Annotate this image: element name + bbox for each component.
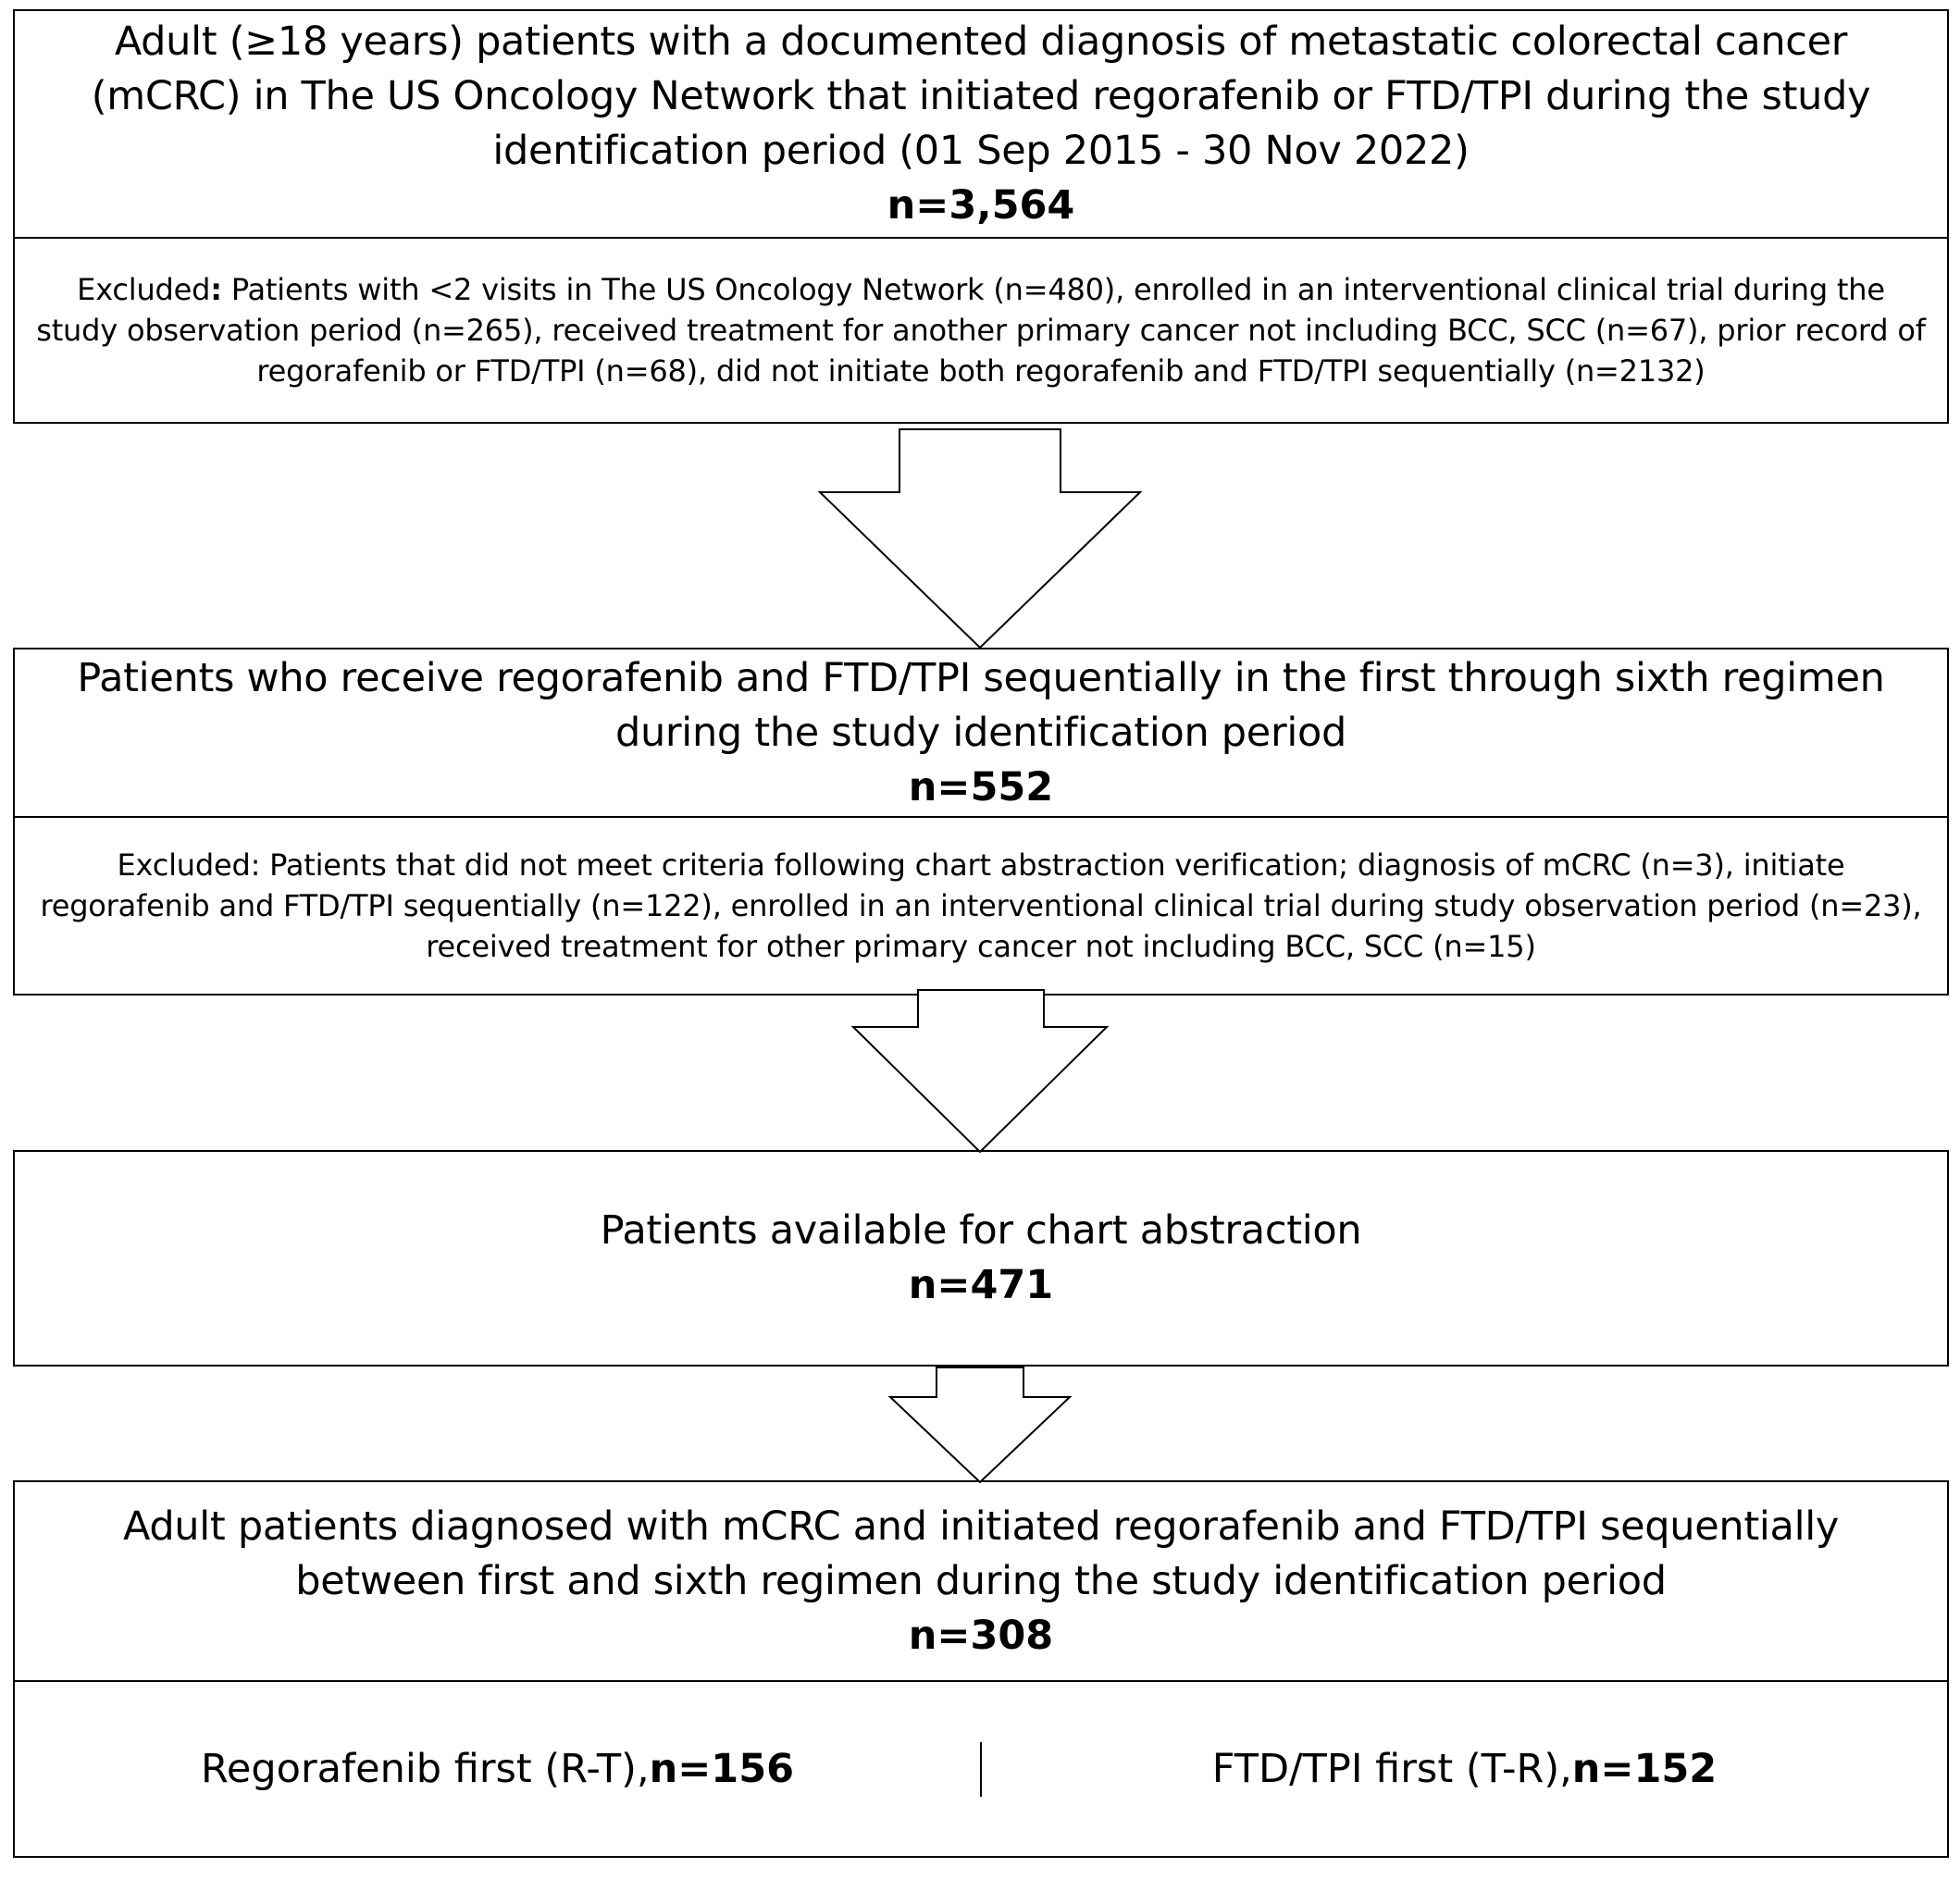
stage-4-header <box>15 1482 1947 1680</box>
group-regorafenib-first <box>15 1742 980 1797</box>
group-regorafenib-first-count: n=156 <box>649 1745 795 1792</box>
group-ftd-tpi-first <box>980 1742 1947 1797</box>
stage-2-exclusion <box>15 816 1947 994</box>
stage-3-box <box>13 1150 1949 1367</box>
stage-4-groups <box>15 1680 1947 1856</box>
stage-4-description: Adult patients diagnosed with mCRC and initiated regorafenib and FTD/TPI sequentially between first and sixth regimen during the study identification period <box>122 1503 1840 1604</box>
stage-3-header <box>15 1152 1947 1365</box>
stage-1-exclusion-text <box>35 269 1927 391</box>
stage-3-count: n=471 <box>908 1262 1054 1308</box>
stage-2-description: Patients who receive regorafenib and FTD/TPI sequentially in the first through sixth regimen during the study identification period <box>77 654 1885 756</box>
exclusion-label: Excluded <box>77 272 211 307</box>
group-ftd-tpi-first-count: n=152 <box>1571 1745 1718 1792</box>
stage-1-box <box>13 9 1949 424</box>
stage-2-header <box>15 649 1947 816</box>
arrow-down-1 <box>820 429 1140 648</box>
arrow-down-2 <box>853 990 1107 1152</box>
stage-3-description: Patients available for chart abstraction <box>600 1207 1362 1254</box>
group-regorafenib-first-label: Regorafenib first (R-T), <box>200 1745 650 1792</box>
stage-2-count: n=552 <box>908 763 1054 810</box>
group-ftd-tpi-first-label: FTD/TPI first (T-R), <box>1211 1745 1572 1792</box>
arrow-down-3 <box>890 1367 1070 1482</box>
exclusion-colon: : <box>210 272 222 307</box>
stage-4-box <box>13 1480 1949 1858</box>
stage-1-exclusion <box>15 237 1947 422</box>
stage-2-exclusion-text: Excluded: Patients that did not meet criteria following chart abstraction verification; diagnosis of mCRC (n=3), initiate regorafenib and FTD/TPI sequentially (n=122), enrolled in an interventional clinical trial during study observation period (n=23), received treatment for other primary cancer not including BCC, SCC (n=15) <box>40 847 1922 964</box>
stage-1-header <box>15 11 1947 237</box>
stage-1-count: n=3,564 <box>887 182 1075 229</box>
stage-1-description: Adult (≥18 years) patients with a documented diagnosis of metastatic colorectal cancer (mCRC) in The US Oncology Network that initiated regorafenib or FTD/TPI during the study identification period (01 Sep 2015 - 30 Nov 2022) <box>91 19 1871 174</box>
stage-4-count: n=308 <box>908 1612 1054 1659</box>
stage-2-box <box>13 648 1949 996</box>
exclusion-details: Patients with <2 visits in The US Oncology Network (n=480), enrolled in an interventional clinical trial during the study observation period (n=265), received treatment for another primary cancer not including BCC, SCC (n=67), prior record of regorafenib or FTD/TPI (n=68), did not initiate both regorafenib and FTD/TPI sequentially (n=2132) <box>36 272 1926 389</box>
